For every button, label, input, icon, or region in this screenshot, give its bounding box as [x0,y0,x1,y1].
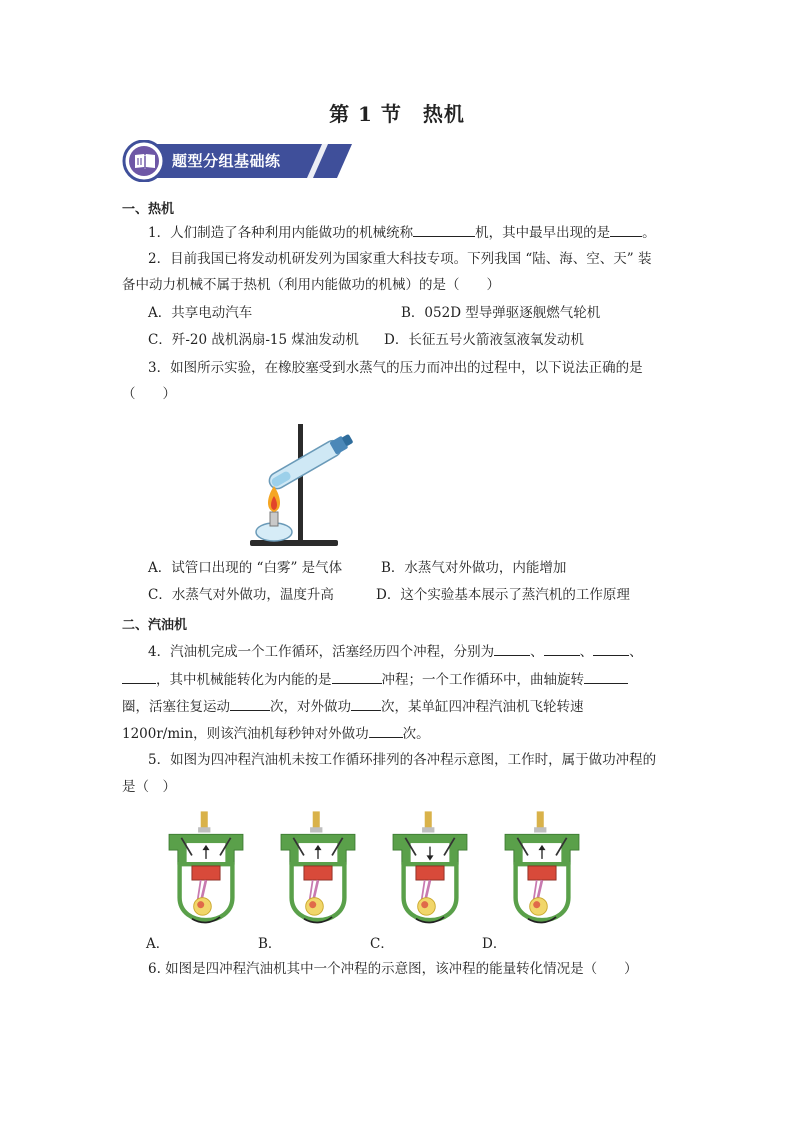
engine-diagram [274,802,362,944]
answer-blank[interactable] [122,669,156,684]
question-5-line-1: 5．如图为四冲程汽油机未按工作循环排列的各冲程示意图，工作时，属于做功冲程的 [148,752,657,768]
answer-blank[interactable] [230,696,270,711]
question-4-line-3: 圈，活塞往复运动 次，对外做功 次，某单缸四冲程汽油机飞轮转速 [122,696,584,716]
answer-blank[interactable] [584,669,628,684]
engine-diagram [386,802,474,944]
q3-option-a[interactable]: A．试管口出现的 “白雾” 是气体 [148,560,343,576]
question-5-line-2: 是（ ） [122,779,176,795]
q3-option-d[interactable]: D．这个实验基本展示了蒸汽机的工作原理 [376,587,630,603]
question-3-line-1: 3．如图所示实验，在橡胶塞受到水蒸气的压力而冲出的过程中，以下说法正确的是 [148,360,643,376]
q5-option-c[interactable]: C． [370,936,394,952]
question-2-line-2: 备中动力机械不属于热机（利用内能做功的机械）的是（ ） [122,277,500,293]
q2-option-c[interactable]: C．歼-20 战机涡扇-15 煤油发动机 [148,332,359,348]
answer-blank[interactable] [413,222,475,237]
question-3-line-2: （ ） [122,386,176,402]
book-icon [134,152,156,170]
question-2-line-1: 2．目前我国已将发动机研发列为国家重大科技专项。下列我国 “陆、海、空、天” 装 [148,251,652,267]
answer-blank[interactable] [369,723,403,738]
q2-option-d[interactable]: D．长征五号火箭液氢液氧发动机 [384,332,584,348]
question-4-line-2: ，其中机械能转化为内能的是 冲程；一个工作循环中，曲轴旋转 [122,669,628,689]
section-heading-gasoline-engine: 二、汽油机 [122,618,188,633]
question-6-line-1: 6. 如图是四冲程汽油机其中一个冲程的示意图，该冲程的能量转化情况是（ ） [148,961,638,977]
question-1: 1．人们制造了各种利用内能做功的机械统称 机，其中最早出现的是 。 [148,222,656,242]
test-tube-experiment-figure [238,412,368,552]
question-4-line-4: 1200r/min，则该汽油机每秒钟对外做功 次。 [122,723,430,743]
q3-option-b[interactable]: B．水蒸气对外做功，内能增加 [381,560,567,576]
q5-option-b[interactable]: B． [258,936,282,952]
engine-diagram [498,802,586,944]
answer-blank[interactable] [544,641,580,656]
q3-option-c[interactable]: C．水蒸气对外做功，温度升高 [148,587,334,603]
answer-blank[interactable] [593,641,629,656]
q2-option-a[interactable]: A．共享电动汽车 [148,305,253,321]
q2-option-b[interactable]: B．052D 型导弹驱逐舰燃气轮机 [401,305,601,321]
answer-blank[interactable] [494,641,530,656]
answer-blank[interactable] [332,669,382,684]
q5-option-d[interactable]: D． [482,936,507,952]
answer-blank[interactable] [351,696,381,711]
answer-blank[interactable] [610,222,642,237]
banner-label: 题型分组基础练 [172,152,281,170]
engine-diagram [162,802,250,944]
question-4-line-1: 4．汽油机完成一个工作循环，活塞经历四个冲程，分别为 、 、 、 [148,641,643,661]
section-heading-heat-engine: 一、热机 [122,202,175,217]
q5-option-a[interactable]: A． [146,936,170,952]
page-title: 第 1 节 热机 [329,102,465,126]
